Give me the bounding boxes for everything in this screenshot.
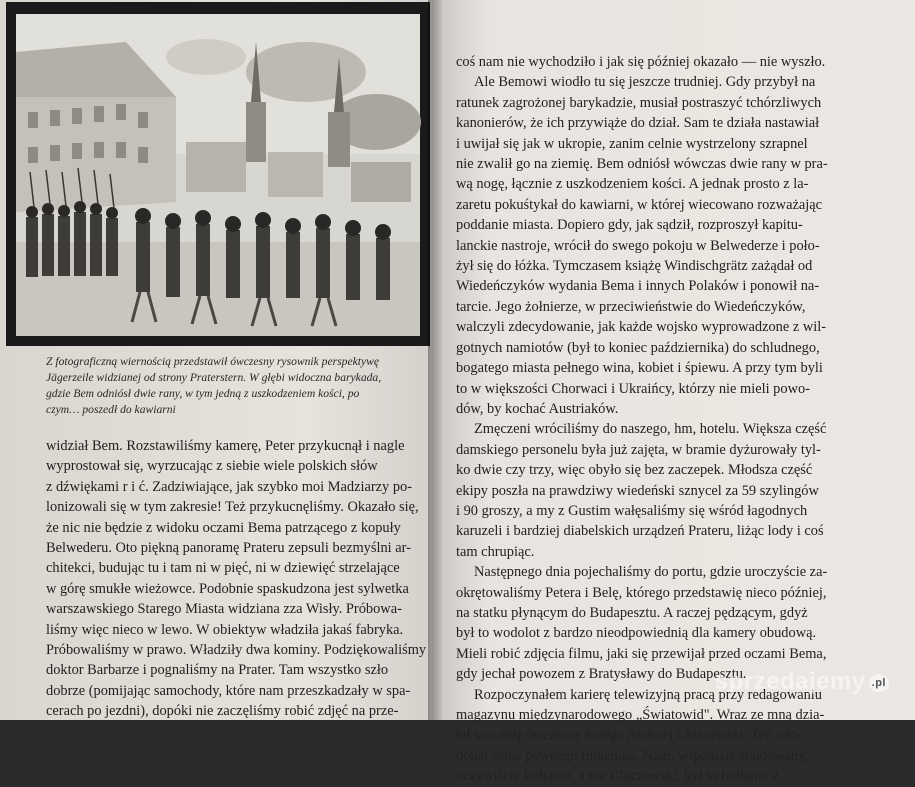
text-line: Ale Bemowi wiodło tu się jeszcze trudniej. Gdy przybył na (474, 74, 816, 91)
text-line: gotnych namiotów (był to koniec października) do schludnego, (456, 339, 820, 356)
text-line: ekipy poszła na prawdziwy wiedeński sznycel za 59 szylingów (456, 482, 819, 499)
text-line: tam chrupiąc. (456, 543, 535, 560)
text-line: Mieli robić zdjęcia filmu, jaki się przewijał przed oczami Bema, (456, 645, 827, 662)
text-line: Zmęczeni wróciliśmy do naszego, hm, hotelu. Większa część (474, 421, 827, 438)
text-line: dobrze (pomijając samochody, które nam przeszkadzały w spa- (46, 682, 411, 699)
text-line: walczyli zdecydowanie, jak każde wojsko wyprowadzone z wil- (456, 319, 827, 336)
text-line: warszawskiego Starego Miasta widziana zza Wisły. Próbowa- (46, 601, 402, 618)
text-line: Następnego dnia pojechaliśmy do portu, gdzie uroczyście za- (474, 564, 828, 581)
text-line: tarcie. Jego żołnierze, w przeciwieństwie do Wiedeńczyków, (456, 298, 806, 315)
text-line: wą nogę, łącznie z uszkodzeniem kości. A jednak prosto z la- (456, 176, 809, 193)
text-line: na statku płynącym do Budapesztu. A raczej pędzącym, gdyż (456, 604, 808, 621)
text-line: z dźwiękami r i ć. Zadziwiające, jak szybko moi Madziarzy po- (46, 478, 413, 495)
caption-line: czym… poszedł do kawiarni (46, 403, 176, 416)
text-line: Próbowaliśmy w prawo. Władziły dwa kominy. Podziękowaliśmy (46, 642, 427, 659)
battle-illustration (6, 2, 430, 346)
caption-line: Z fotograficzną wiernością przedstawił ówczesny rysownik perspektywę (46, 355, 379, 368)
text-line: dów, by kochać Austriaków. (456, 400, 619, 417)
caption-line: Jägerzeile widzianej od strony Praterstern. W głębi widoczna barykada, (46, 371, 382, 384)
text-line: okrętowaliśmy Petera i Belę, którego przedstawię nieco później, (456, 584, 827, 601)
text-line: łał tam mój ówczesny kolega Andrzej Chiczewski. Ten zdo- (456, 727, 802, 744)
book-gutter (428, 0, 442, 720)
text-line: magazynu międzynarodowego „Światowid". Wraz ze mną dzia- (456, 707, 825, 723)
caption-line: gdzie Bem odniósł dwie rany, w tym jedną z uszkodzeniem kości, po (46, 387, 360, 400)
text-line: poddanie miasta. Dopiero gdy, jak sądził, rozproszył kapitu- (456, 217, 803, 234)
text-line: gdy jechał powozem z Bratysławy do Budapesztu. (456, 666, 747, 683)
left-page (0, 0, 440, 720)
text-line: Wiedeńczyków wydania Bema i innych Polaków i ponowił na- (456, 278, 820, 295)
watermark-suffix: .pl (869, 674, 889, 692)
text-line: i 90 groszy, a my z Gustim wałęsaliśmy się wśród łagodnych (456, 502, 808, 519)
text-line: coś nam nie wychodziło i jak się później okazało — nie wyszło. (456, 54, 826, 70)
left-text-column (46, 436, 436, 720)
text-line: liśmy więc nieco w lewo. W obiektyw władziła jakaś fabryka. (46, 621, 404, 638)
text-line: damskiego personelu była już zajęta, w bramie dyżurowały tyl- (456, 441, 821, 458)
text-line: dobał sobie pewnego Indianina. Nagi, wspaniale zbudowany, (456, 747, 808, 764)
text-line: to w większości Chorwaci i Ukraińcy, którzy nie mieli powo- (456, 380, 810, 397)
watermark-logo (715, 668, 889, 696)
text-line: kanonierów, że ich przywiąże do dział. Sam te działa nastawiał (456, 115, 820, 132)
text-line: lanckie nastroje, wrócił do swego pokoju w Belwederze i poło- (456, 237, 820, 254)
watermark-text: sprzedajemy (714, 668, 866, 695)
text-line: karuzeli i bardziej diabelskich urządzeń Prateru, liżąc lody i coś (456, 523, 824, 540)
text-line: Rozpoczynałem karierę telewizyjną pracą przy redagowaniu (474, 686, 822, 703)
text-line: Belwederu. Oto piękną panoramę Prateru zepsuli bezmyślni ar- (46, 540, 411, 557)
text-line: w górę smukłe wieżowce. Podobnie spaskudzona jest sylwetka (46, 580, 409, 597)
text-line: ko dwie czy trzy, więc obyło się bez zaczepek. Młodsza część (456, 462, 813, 479)
text-line: bogatego miasta pełnego wina, kobiet i śpiewu. A przy tym byli (456, 360, 823, 377)
text-line: że nic nie będzie z widoku oczami Bema patrzącego z kopuły (46, 519, 401, 536)
text-line: był to wodolot z bardzo nieodpowiednią dla kamery obudową. (456, 625, 817, 642)
text-line: nie zwalił go na ziemię. Bem odniósł wówczas dwie rany w pra- (456, 156, 828, 173)
text-line: doktor Barbarze i pognaliśmy na Prater. Tam wszystko szło (46, 662, 389, 679)
text-line: ratunek zagrożonej barykadzie, musiał postraszyć tchórzliwych (456, 94, 822, 111)
text-line: cerach po jezdni), dopóki nie zaczęliśmy robić zdjęć na prze- (46, 703, 399, 720)
text-line: żył się do łóżka. Tymczasem książę Windischgrätz zażądał od (456, 258, 813, 275)
text-line: lonizowali się w tym zakresie! Też przykucnęliśmy. Okazało się, (46, 499, 419, 516)
text-line: widział Bem. Rozstawiliśmy kamerę, Peter przykucnął i nagle (46, 438, 405, 454)
text-line: i uwijał się jak w ukropie, zanim celnie wystrzelony szrapnel (456, 135, 808, 152)
engraving-drawing (6, 2, 430, 346)
text-line: oczywiście Indianin, a nie Chiczewski, był to Indianin z (456, 768, 779, 785)
text-line: chitekci, budując tu i tam ni w pięć, ni w dziewięć strzelające (46, 560, 400, 577)
text-line: wyprostował się, wyrzucając z siebie wiele polskich słów (46, 458, 378, 475)
text-line: zaretu pokuśtykał do kawiarni, w której wiecowano rozważając (456, 196, 823, 213)
illustration-caption (46, 354, 426, 418)
